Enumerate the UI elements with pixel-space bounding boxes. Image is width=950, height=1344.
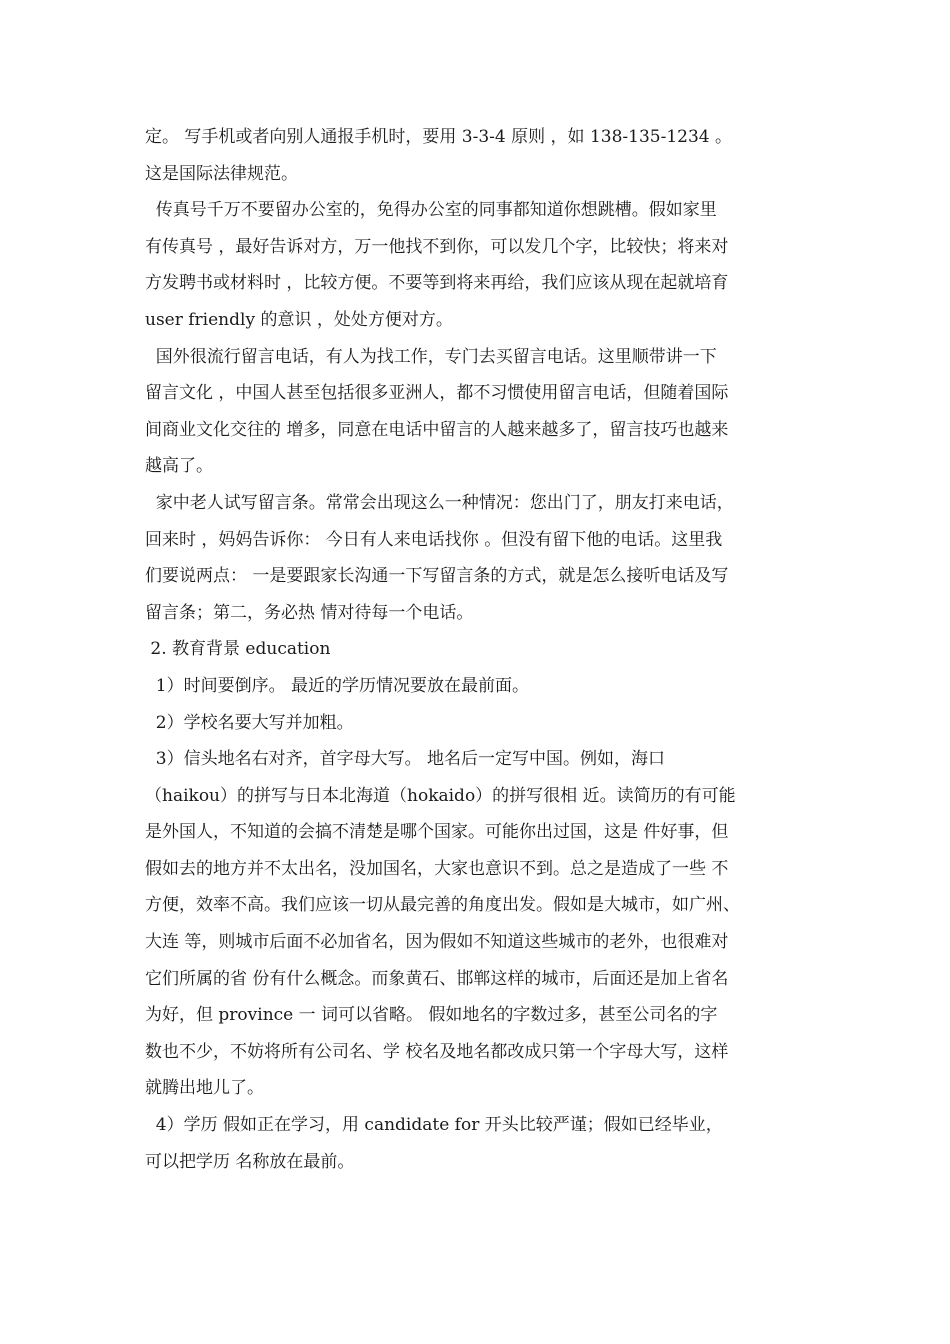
text-line: 为好，但 province 一 词可以省略。 假如地名的字数过多，甚至公司名的字 bbox=[145, 1005, 718, 1026]
list-item: 2）学校名要大写并加粗。 bbox=[145, 712, 354, 733]
text-line: 有传真号 ，最好告诉对方，万一他找不到你，可以发几个字，比较快；将来对 bbox=[145, 236, 729, 257]
text-line: 假如去的地方并不太出名，没加国名，大家也意识不到。总之是造成了一些 不 bbox=[145, 858, 729, 879]
text-line: （haikou）的拼写与日本北海道（hokaido）的拼写很相 近。读简历的有可能 bbox=[145, 785, 736, 806]
text-line: 传真号千万不要留办公室的，免得办公室的同事都知道你想跳槽。假如家里 bbox=[145, 200, 717, 221]
text-line: 方发聘书或材料时 ，比较方便。不要等到将来再给，我们应该从现在起就培育 bbox=[145, 273, 729, 294]
text-line: 就腾出地儿了。 bbox=[145, 1078, 264, 1099]
text-line: 定。 写手机或者向别人通报手机时，要用 3-3-4 原则 ，如 138-135-1234 。 bbox=[145, 127, 733, 147]
text-line: 可以把学历 名称放在最前。 bbox=[145, 1151, 355, 1172]
text-line: 数也不少，不妨将所有公司名、学 校名及地名都改成只第一个字母大写，这样 bbox=[145, 1041, 729, 1062]
text-line: 留言文化 ，中国人甚至包括很多亚洲人，都不习惯使用留言电话，但随着国际 bbox=[145, 383, 729, 404]
text-line: 这是国际法律规范。 bbox=[145, 163, 298, 184]
section-heading: 2. 教育背景 education bbox=[145, 639, 331, 660]
text-line: 家中老人试写留言条。常常会出现这么一种情况：您出门了，朋友打来电话， bbox=[145, 492, 734, 513]
text-line: 间商业文化交往的 增多，同意在电话中留言的人越来越多了，留言技巧也越来 bbox=[145, 419, 729, 440]
text-line: 越高了。 bbox=[145, 456, 213, 477]
text-line: 方便，效率不高。我们应该一切从最完善的角度出发。假如是大城市，如广州、 bbox=[145, 895, 740, 916]
list-item: 3）信头地名右对齐，首字母大写。 地名后一定写中国。例如，海口 bbox=[145, 749, 666, 770]
list-item: 4）学历 假如正在学习，用 candidate for 开头比较严谨；假如已经毕业， bbox=[145, 1115, 723, 1136]
text-line: user friendly 的意识 ，处处方便对方。 bbox=[145, 309, 453, 330]
text-line: 留言条；第二，务必热 情对待每一个电话。 bbox=[145, 602, 474, 623]
text-line: 们要说两点： 一是要跟家长沟通一下写留言条的方式，就是怎么接听电话及写 bbox=[145, 566, 729, 587]
text-line: 回来时 ，妈妈告诉你： 今日有人来电话找你 。但没有留下他的电话。这里我 bbox=[145, 529, 723, 550]
text-line: 它们所属的省 份有什么概念。而象黄石、邯郸这样的城市，后面还是加上省名 bbox=[145, 968, 729, 989]
text-line: 国外很流行留言电话，有人为找工作，专门去买留言电话。这里顺带讲一下 bbox=[145, 346, 717, 367]
list-item: 1）时间要倒序。 最近的学历情况要放在最前面。 bbox=[145, 675, 530, 696]
text-line: 大连 等，则城市后面不必加省名，因为假如不知道这些城市的老外，也很难对 bbox=[145, 932, 729, 953]
text-line: 是外国人，不知道的会搞不清楚是哪个国家。可能你出过国，这是 件好事，但 bbox=[145, 822, 729, 843]
document-body bbox=[145, 119, 815, 1180]
